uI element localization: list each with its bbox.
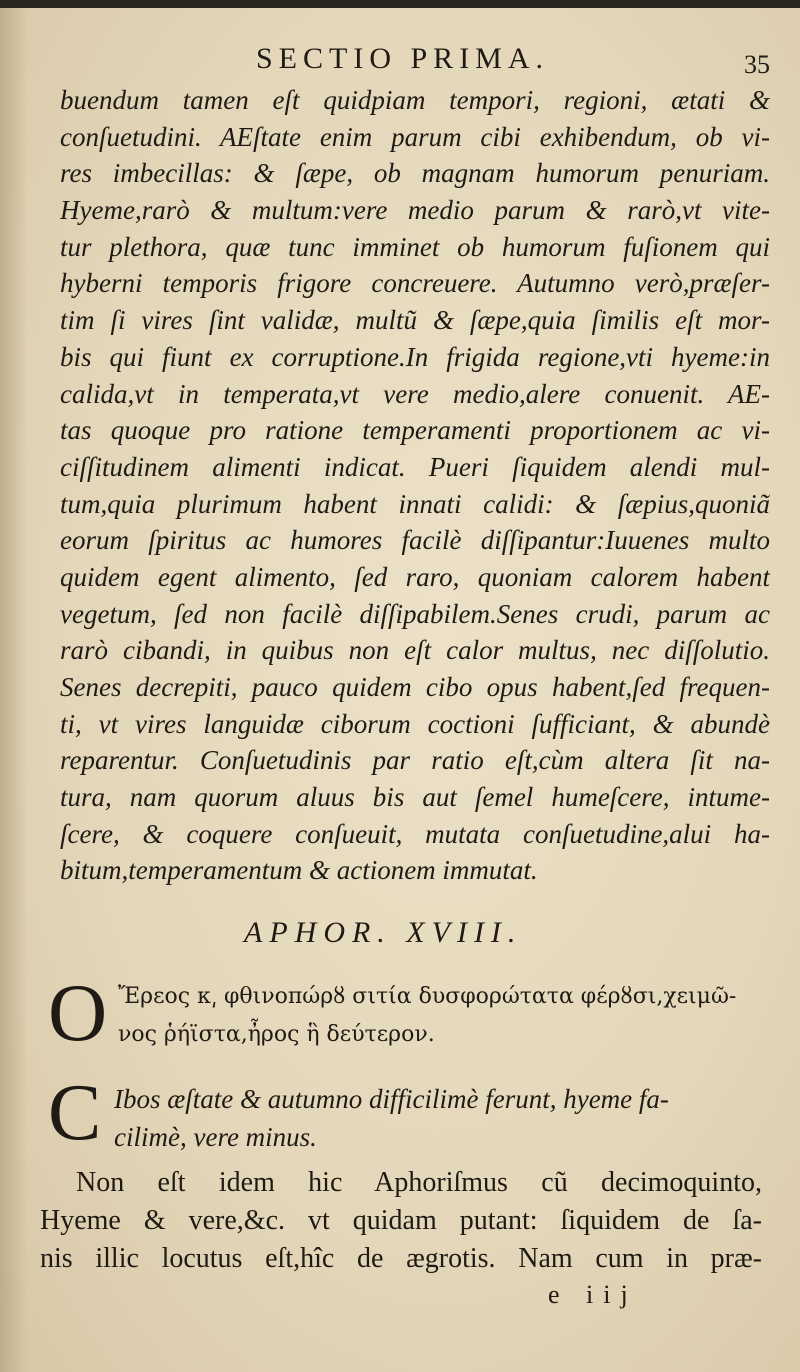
text-line: conſuetudini. AEſtate enim parum cibi exhibendum, ob vi- xyxy=(60,121,770,152)
text-line: tas quoque pro ratione temperamenti proportionem ac vi- xyxy=(60,415,770,446)
text-line: tum,quia plurimum habent innati calidi: & ſæpius,quoniã xyxy=(60,488,770,519)
text-line: hyberni temporis frigore concreuere. Autumno verò,præſer- xyxy=(60,268,770,299)
text-line: buendum tamen eſt quidpiam tempori, regioni, ætati & xyxy=(60,85,770,115)
aphorism-title: APHOR. XVIII. xyxy=(244,916,523,949)
commentary-line: nis illic locutus eſt,hîc de ægrotis. Nam cum in præ- xyxy=(40,1243,762,1274)
text-line: Hyeme,rarò & multum:vere medio parum & rarò,vt vite- xyxy=(60,195,770,226)
running-head: SECTIO PRIMA. xyxy=(256,42,550,75)
text-line: bitum,temperamentum & actionem immutat. xyxy=(60,855,538,886)
text-line: Senes decrepiti, pauco quidem cibo opus habent,ſed frequen- xyxy=(60,672,770,702)
main-text-block xyxy=(60,82,770,889)
text-line: tura, nam quorum aluus bis aut ſemel humeſcere, intume- xyxy=(60,782,770,813)
latin-line: cilimè, vere minus. xyxy=(114,1122,317,1152)
latin-drop-initial: C xyxy=(48,1069,102,1157)
signature-mark: e iij xyxy=(548,1280,638,1309)
page-top-edge xyxy=(0,0,800,8)
text-line: reparentur. Conſuetudinis par ratio eſt,cùm altera ſit na- xyxy=(60,745,770,776)
latin-line: Ibos æſtate & autumno difficilimè ferunt, hyeme fa- xyxy=(114,1084,669,1114)
greek-line: νος ῥήϊστα,ἦρος ἣ δεύτερον. xyxy=(118,1022,435,1047)
greek-line: Ἔρεος κ͵ φθινοπώρȣ σιτία δυσφορώτατα φέρȣσι,χειμῶ- xyxy=(118,984,737,1009)
text-line: calida,vt in temperata,vt vere medio,alere conuenit. AE- xyxy=(60,378,770,409)
text-line: quidem egent alimento, ſed raro, quoniam calorem habent xyxy=(60,561,770,592)
text-line: res imbecillas: & ſæpe, ob magnam humorum penuriam. xyxy=(60,158,770,189)
commentary-line: Hyeme & vere,&c. vt quidam putant: ſiquidem de ſa- xyxy=(40,1205,762,1236)
page-number: 35 xyxy=(744,50,770,79)
text-line: ſcere, & coquere conſueuit, mutata conſuetudine,alui ha- xyxy=(60,818,770,849)
text-line: eorum ſpiritus ac humores facilè diſſipantur:Iuuenes multo xyxy=(60,525,770,556)
commentary-line: Non eſt idem hic Aphoriſmus cũ decimoquinto, xyxy=(76,1167,762,1198)
text-line: tim ſi vires ſint validæ, multũ & ſæpe,quia ſimilis eſt mor- xyxy=(60,305,770,336)
text-line: bis qui fiunt ex corruptione.In frigida regione,vti hyeme:in xyxy=(60,341,770,372)
greek-drop-initial: O xyxy=(48,967,108,1058)
greek-aphorism xyxy=(48,967,768,1058)
text-line: vegetum, ſed non facilè diſſipabilem.Senes crudi, parum ac xyxy=(60,598,770,629)
text-line: ti, vt vires languidæ ciborum coctioni ſufficiant, & abundè xyxy=(60,708,770,739)
page-gutter-shadow xyxy=(0,0,28,1372)
text-line: ciſſitudinem alimenti indicat. Pueri ſiquidem alendi mul- xyxy=(60,451,770,482)
latin-aphorism xyxy=(48,1069,768,1160)
text-line: tur plethora, quæ tunc imminet ob humorum fuſionem qui xyxy=(60,231,770,262)
text-line: rarò cibandi, in quibus non eſt calor multus, nec diſſolutio. xyxy=(60,635,770,666)
commentary-block xyxy=(40,1164,762,1278)
